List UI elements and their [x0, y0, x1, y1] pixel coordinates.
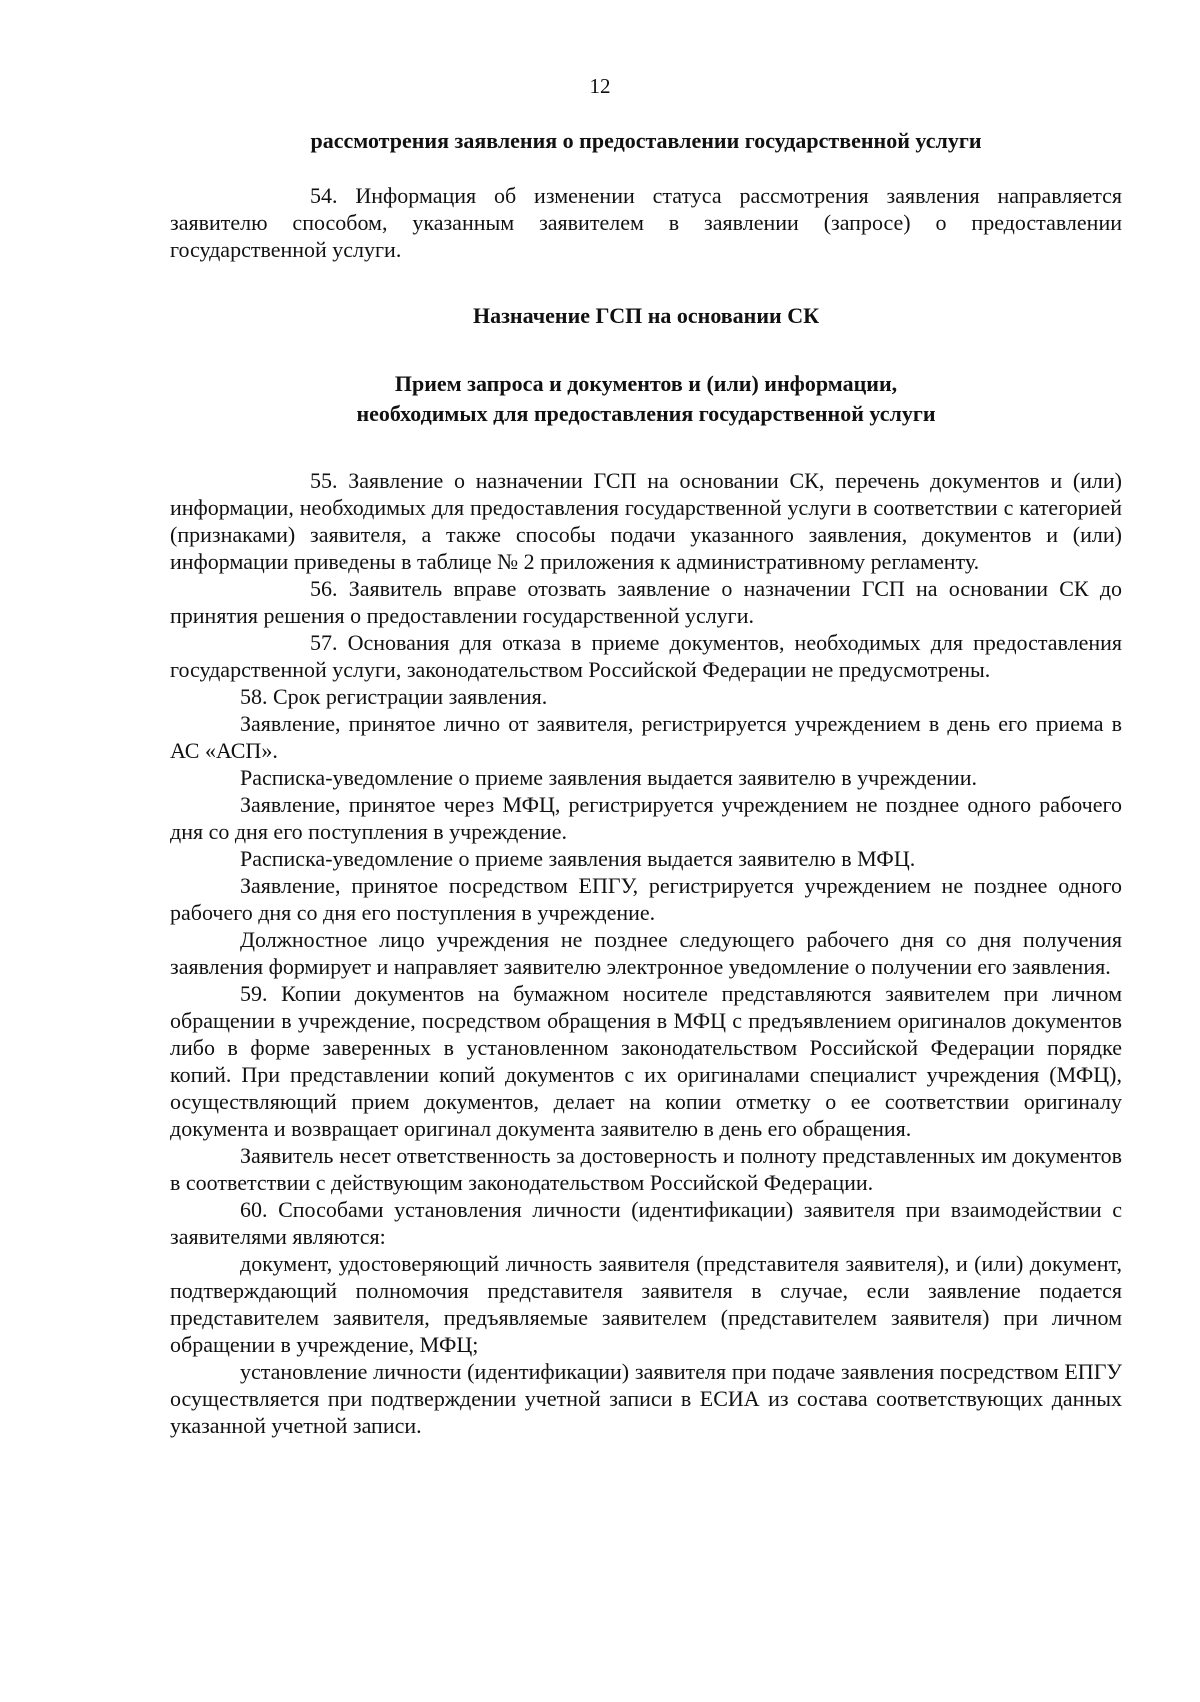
spacer [170, 156, 1122, 182]
paragraph-58-e: Заявление, принятое посредством ЕПГУ, регистрируется учреждением не позднее одного рабочего дня со дня его поступления в учреждение. [170, 873, 1122, 925]
paragraph-60-a: документ, удостоверяющий личность заявителя (представителя заявителя), и (или) документ, подтверждающий полномочия представителя заявителя в случае, если заявление подается представителем заявителя, предъявляемые заявителем (представителем заявителя) при личном обращении в учреждение, МФЦ; [170, 1251, 1122, 1357]
paragraph-59-a: Заявитель несет ответственность за достоверность и полноту представленных им документов в соответствии с действующим законодательством Российской Федерации. [170, 1143, 1122, 1195]
paragraph-text: Заявитель вправе отозвать заявление о назначении ГСП на основании СК до принятия решения о предоставлении государственной услуги. [170, 576, 1123, 628]
heading-reception-line-1: Прием запроса и документов и (или) информации, [394, 371, 898, 396]
paragraph-text: Основания для отказа в приеме документов, необходимых для предоставления государственной услуги, законодательством Российской Федерации не предусмотрены. [170, 630, 1123, 682]
paragraph-55 [170, 467, 1122, 575]
spacer [170, 331, 1122, 369]
paragraph-60-b: установление личности (идентификации) заявителя при подаче заявления посредством ЕПГУ осуществляется при подтверждении учетной записи в ЕСИА из состава соответствующих данных указанной учетной записи. [170, 1359, 1122, 1438]
paragraph-60: 60. Способами установления личности (идентификации) заявителя при взаимодействии с заявителями являются: [170, 1197, 1122, 1249]
paragraph-54 [170, 182, 1122, 263]
paragraph-56 [170, 575, 1122, 629]
page-number: 12 [589, 74, 611, 98]
paragraph-text: Заявление о назначении ГСП на основании СК, перечень документов и (или) информации, необходимых для предоставления государственной услуги в соответствии с категорией (признаками) заявителя, а также способы подачи указанного заявления, документов и (или) информации приведены в таблице № 2 приложения к административному регламенту. [170, 468, 1123, 574]
paragraph-58-c: Заявление, принятое через МФЦ, регистрируется учреждением не позднее одного рабочего дня со дня его поступления в учреждение. [170, 792, 1122, 844]
paragraph-58-d: Расписка-уведомление о приеме заявления выдается заявителю в МФЦ. [240, 846, 916, 871]
paragraph-number: 56. [310, 576, 338, 601]
paragraph-number: 57. [310, 630, 338, 655]
paragraph-59: 59. Копии документов на бумажном носителе представляются заявителем при личном обращении в учреждение, посредством обращения в МФЦ с предъявлением оригиналов документов либо в форме заверенных в установленном законодательством Российской Федерации порядке копий. При представлении копий документов с их оригиналами специалист учреждения (МФЦ), осуществляющий прием документов, делает на копии отметку о ее соответствии оригиналу документа и возвращает оригинал документа заявителю в день его обращения. [170, 981, 1122, 1141]
document-body [170, 126, 1122, 1439]
section-tail-heading: рассмотрения заявления о предоставлении государственной услуги [310, 128, 982, 153]
heading-reception-line-2: необходимых для предоставления государственной услуги [356, 401, 936, 426]
paragraph-57 [170, 629, 1122, 683]
paragraph-58-b: Расписка-уведомление о приеме заявления выдается заявителю в учреждении. [240, 765, 977, 790]
paragraph-number: 54. [310, 183, 338, 208]
heading-assignment: Назначение ГСП на основании СК [472, 303, 820, 328]
paragraph-number: 55. [310, 468, 338, 493]
spacer [170, 429, 1122, 467]
paragraph-text: Информация об изменении статуса рассмотрения заявления направляется заявителю способом, указанным заявителем в заявлении (запросе) о предоставлении государственной услуги. [170, 183, 1122, 262]
paragraph-58-a: Заявление, принятое лично от заявителя, регистрируется учреждением в день его приема в АС «АСП». [170, 711, 1122, 763]
spacer [170, 263, 1122, 301]
paragraph-58: 58. Срок регистрации заявления. [240, 684, 548, 709]
paragraph-58-f: Должностное лицо учреждения не позднее следующего рабочего дня со дня получения заявления формирует и направляет заявителю электронное уведомление о получении его заявления. [170, 927, 1122, 979]
